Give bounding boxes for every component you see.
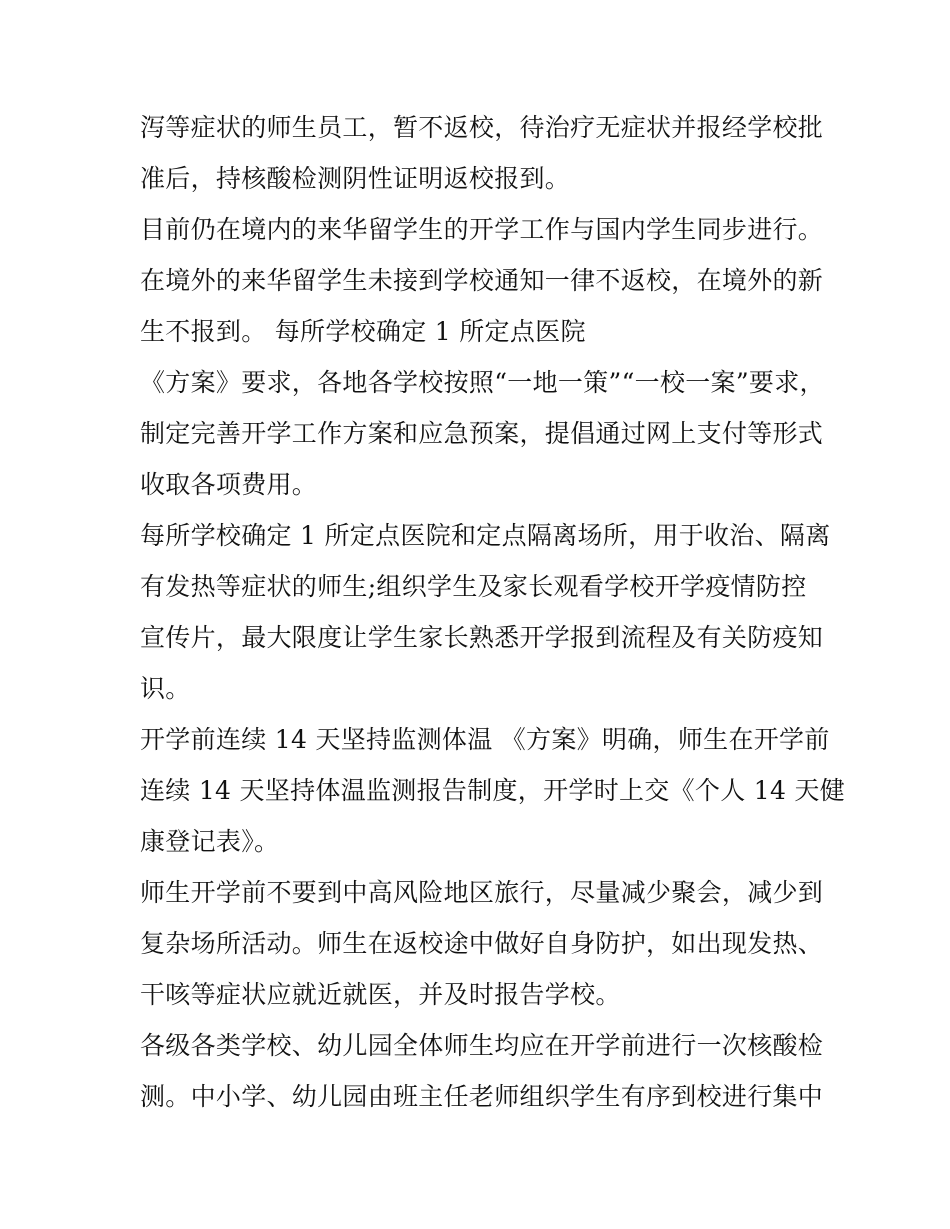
- text-line: 有发热等症状的师生;组织学生及家长观看学校开学疫情防控: [140, 572, 807, 601]
- text-line: 收取各项费用。: [140, 470, 318, 499]
- text-line: 宣传片，最大限度让学生家长熟悉开学报到流程及有关防疫知: [140, 623, 824, 652]
- text-line: 制定完善开学工作方案和应急预案，提倡通过网上支付等形式: [140, 419, 824, 448]
- text-line: 生不报到。 每所学校确定 1 所定点医院: [140, 317, 586, 346]
- text-line: 干咳等症状应就近就医，并及时报告学校。: [140, 980, 621, 1009]
- text-line: 准后，持核酸检测阴性证明返校报到。: [140, 164, 571, 193]
- text-line: 每所学校确定 1 所定点医院和定点隔离场所，用于收治、隔离: [140, 521, 831, 550]
- text-line: 《方案》要求，各地各学校按照“一地一策”“一校一案”要求，: [140, 368, 825, 397]
- text-line: 师生开学前不要到中高风险地区旅行，尽量减少聚会，减少到: [140, 878, 824, 907]
- text-line: 开学前连续 14 天坚持监测体温 《方案》明确，师生在开学前: [140, 725, 830, 754]
- text-line: 识。: [140, 674, 191, 703]
- text-line: 连续 14 天坚持体温监测报告制度，开学时上交《个人 14 天健: [140, 776, 846, 805]
- text-line: 复杂场所活动。师生在返校途中做好自身防护，如出现发热、: [140, 929, 824, 958]
- text-line: 目前仍在境内的来华留学生的开学工作与国内学生同步进行。: [140, 215, 824, 244]
- text-line: 泻等症状的师生员工，暂不返校，待治疗无症状并报经学校批: [140, 113, 824, 142]
- text-line: 各级各类学校、幼儿园全体师生均应在开学前进行一次核酸检: [140, 1031, 824, 1060]
- text-line: 在境外的来华留学生未接到学校通知一律不返校，在境外的新: [140, 266, 824, 295]
- text-line: 测。中小学、幼儿园由班主任老师组织学生有序到校进行集中: [140, 1082, 824, 1111]
- text-line: 康登记表》。: [140, 827, 280, 856]
